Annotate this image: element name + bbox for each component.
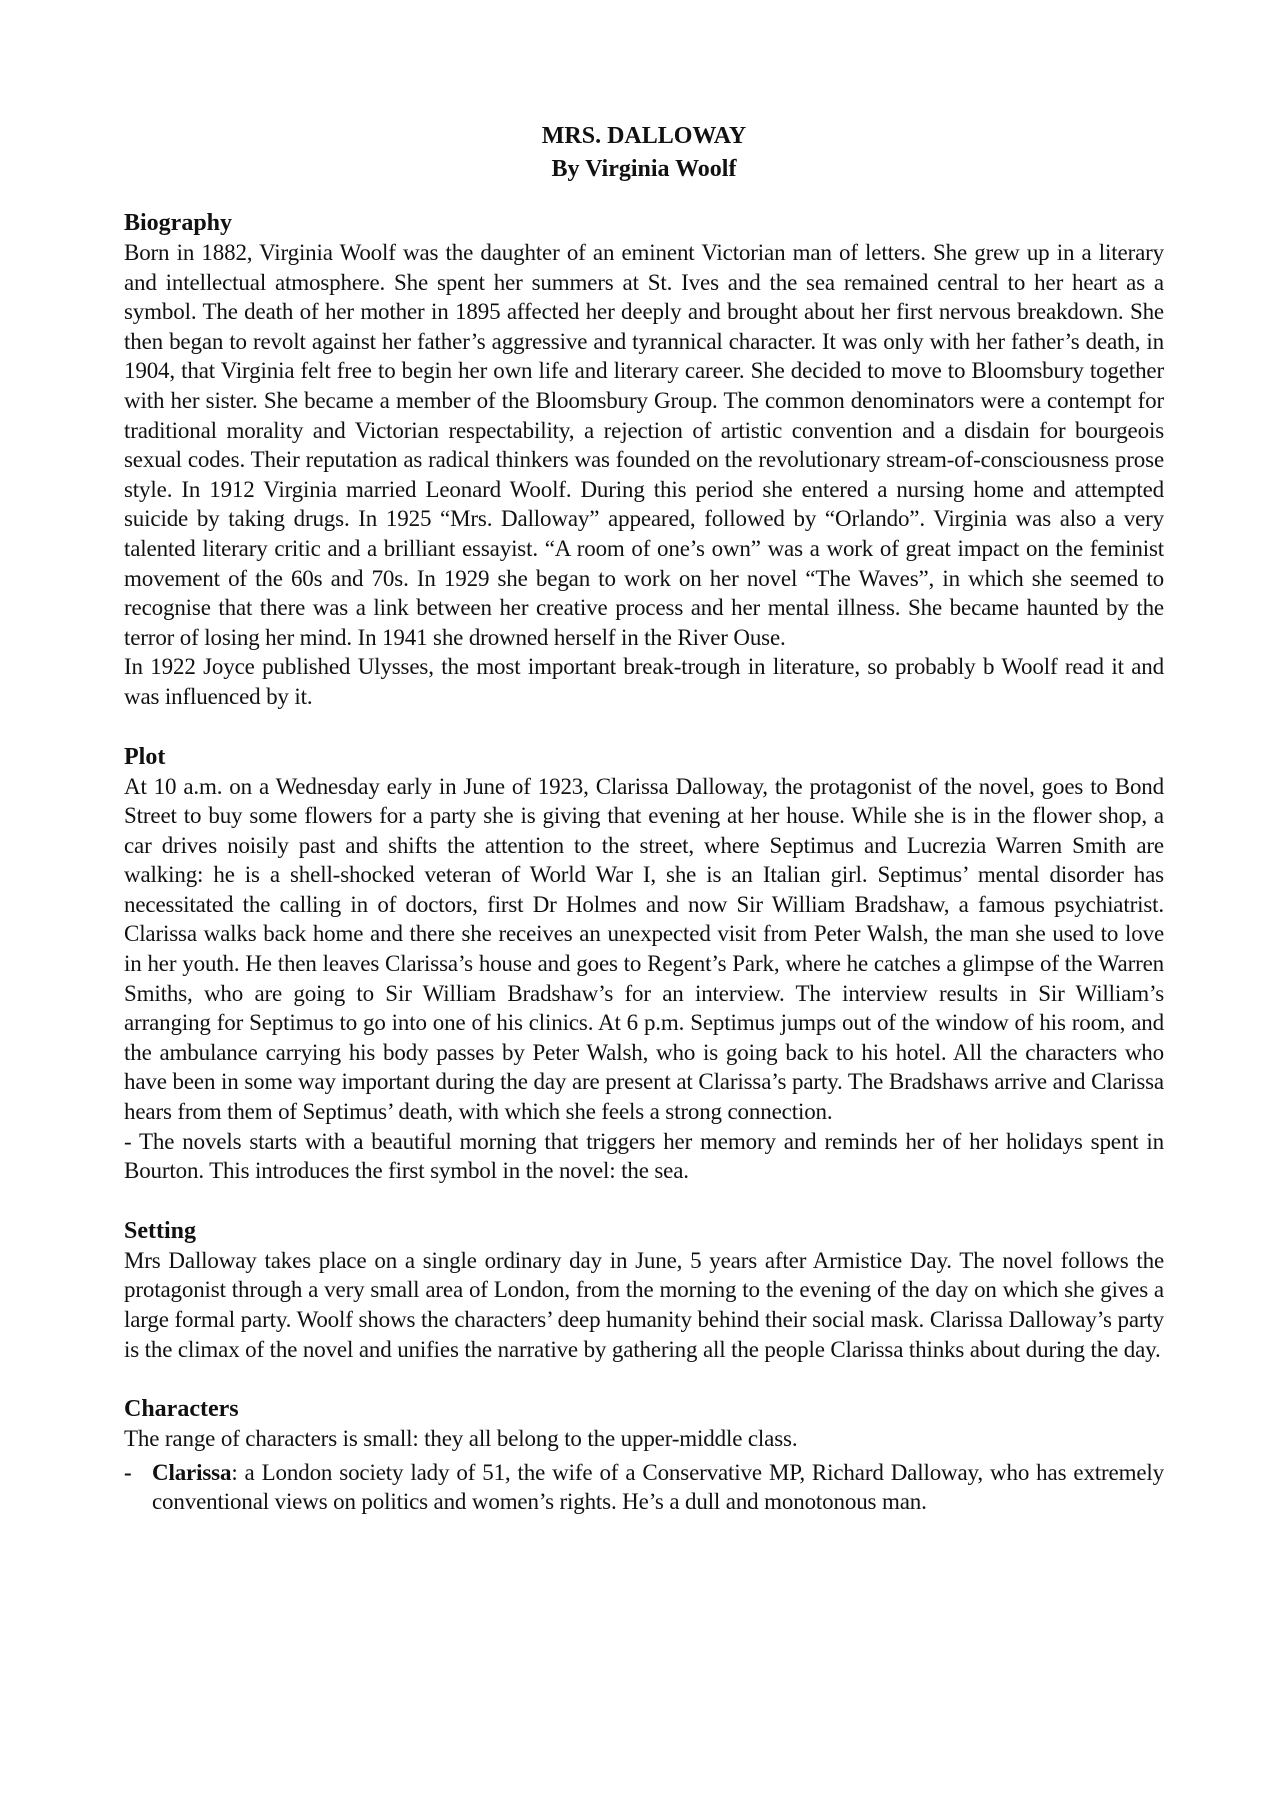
plot-heading: Plot [124,743,166,770]
characters-section [124,1394,1164,1517]
character-description [152,1458,1164,1517]
setting-section [124,1216,1164,1364]
dash-bullet: - [124,1459,132,1485]
biography-paragraph: Born in 1882, Virginia Woolf was the daughter of an eminent Victorian man of letters. She grew up in a literary and intellectual atmosphere. She spent her summers at St. Ives and the sea remained central to her heart as a symbol. The death of her mother in 1895 affected her deeply and brought about her first nervous breakdown. She then began to revolt against her father’s aggressive and tyrannical character. It was only with her father’s death, in 1904, that Virginia felt free to begin her own life and literary career. She decided to move to Bloomsbury together with her sister. She became a member of the Bloomsbury Group. The common denominators were a contempt for traditional morality and Victorian respectability, a rejection of artistic convention and a disdain for bourgeois sexual codes. Their reputation as radical thinkers was founded on the revolutionary stream-of-consciousness prose style. In 1912 Virginia married Leonard Woolf. During this period she entered a nursing home and attempted suicide by taking drugs. In 1925 “Mrs. Dalloway” appeared, followed by “Orlando”. Virginia was also a very talented literary critic and a brilliant essayist. “A room of one’s own” was a work of great impact on the feminist movement of the 60s and 70s. In 1929 she began to work on her novel “The Waves”, in which she seemed to recognise that there was a link between her creative process and her mental illness. She became haunted by the terror of losing her mind. In 1941 she drowned herself in the River Ouse. [124,240,1164,650]
biography-heading: Biography [124,210,233,236]
setting-paragraph: Mrs Dalloway takes place on a single ordinary day in June, 5 years after Armistice Day. The novel follows the protagonist through a very small area of London, from the morning to the evening of the day on which she gives a large formal party. Woolf shows the characters’ deep humanity behind their social mask. Clarissa Dalloway’s party is the climax of the novel and unifies the narrative by gathering all the people Clarissa thinks about during the day. [124,1247,1164,1362]
document-page [124,120,1164,1517]
characters-heading: Characters [124,1396,239,1423]
biography-paragraph: In 1922 Joyce published Ulysses, the most important break-trough in literature, so probably b Woolf read it and was influenced by it. [124,654,1164,709]
character-list-item [124,1458,1164,1517]
plot-paragraph: At 10 a.m. on a Wednesday early in June of 1923, Clarissa Dalloway, the protagonist of the novel, goes to Bond Street to buy some flowers for a party she is giving that evening at her house. While she is in the flower shop, a car drives noisily past and shifts the attention to the street, where Septimus and Lucrezia Warren Smith are walking: he is a shell-shocked veteran of World War I, she is an Italian girl. Septimus’ mental disorder has necessitated the calling in of doctors, first Dr Holmes and now Sir William Bradshaw, a famous psychiatrist. Clarissa walks back home and there she receives an unexpected visit from Peter Walsh, the man she used to love in her youth. He then leaves Clarissa’s house and goes to Regent’s Park, where he catches a glimpse of the Warren Smiths, who are going to Sir William Bradshaw’s for an interview. The interview results in Sir William’s arranging for Septimus to go into one of his clinics. At 6 p.m. Septimus jumps out of the window of his room, and the ambulance carrying his body passes by Peter Walsh, who is going back to his hotel. All the characters who have been in some way important during the day are present at Clarissa’s party. The Bradshaws arrive and Clarissa hears from them of Septimus’ death, with which she feels a strong connection. [124,773,1164,1125]
character-name: Clarissa [152,1459,232,1485]
setting-heading: Setting [124,1217,196,1244]
characters-intro: The range of characters is small: they all belong to the upper-middle class. [124,1426,798,1452]
title-block [124,120,1164,186]
document-title: MRS. DALLOWAY [541,123,747,149]
biography-section [124,208,1164,712]
plot-paragraph: - The novels starts with a beautiful morning that triggers her memory and reminds her of her holidays spent in Bourton. This introduces the first symbol in the novel: the sea. [124,1128,1164,1184]
author-line: By Virginia Woolf [551,156,737,182]
character-text: : a London society lady of 51, the wife of a Conservative MP, Richard Dalloway, who has extremely conventional views on politics and women’s rights. He’s a dull and monotonous man. [152,1459,1164,1515]
plot-section [124,742,1164,1186]
